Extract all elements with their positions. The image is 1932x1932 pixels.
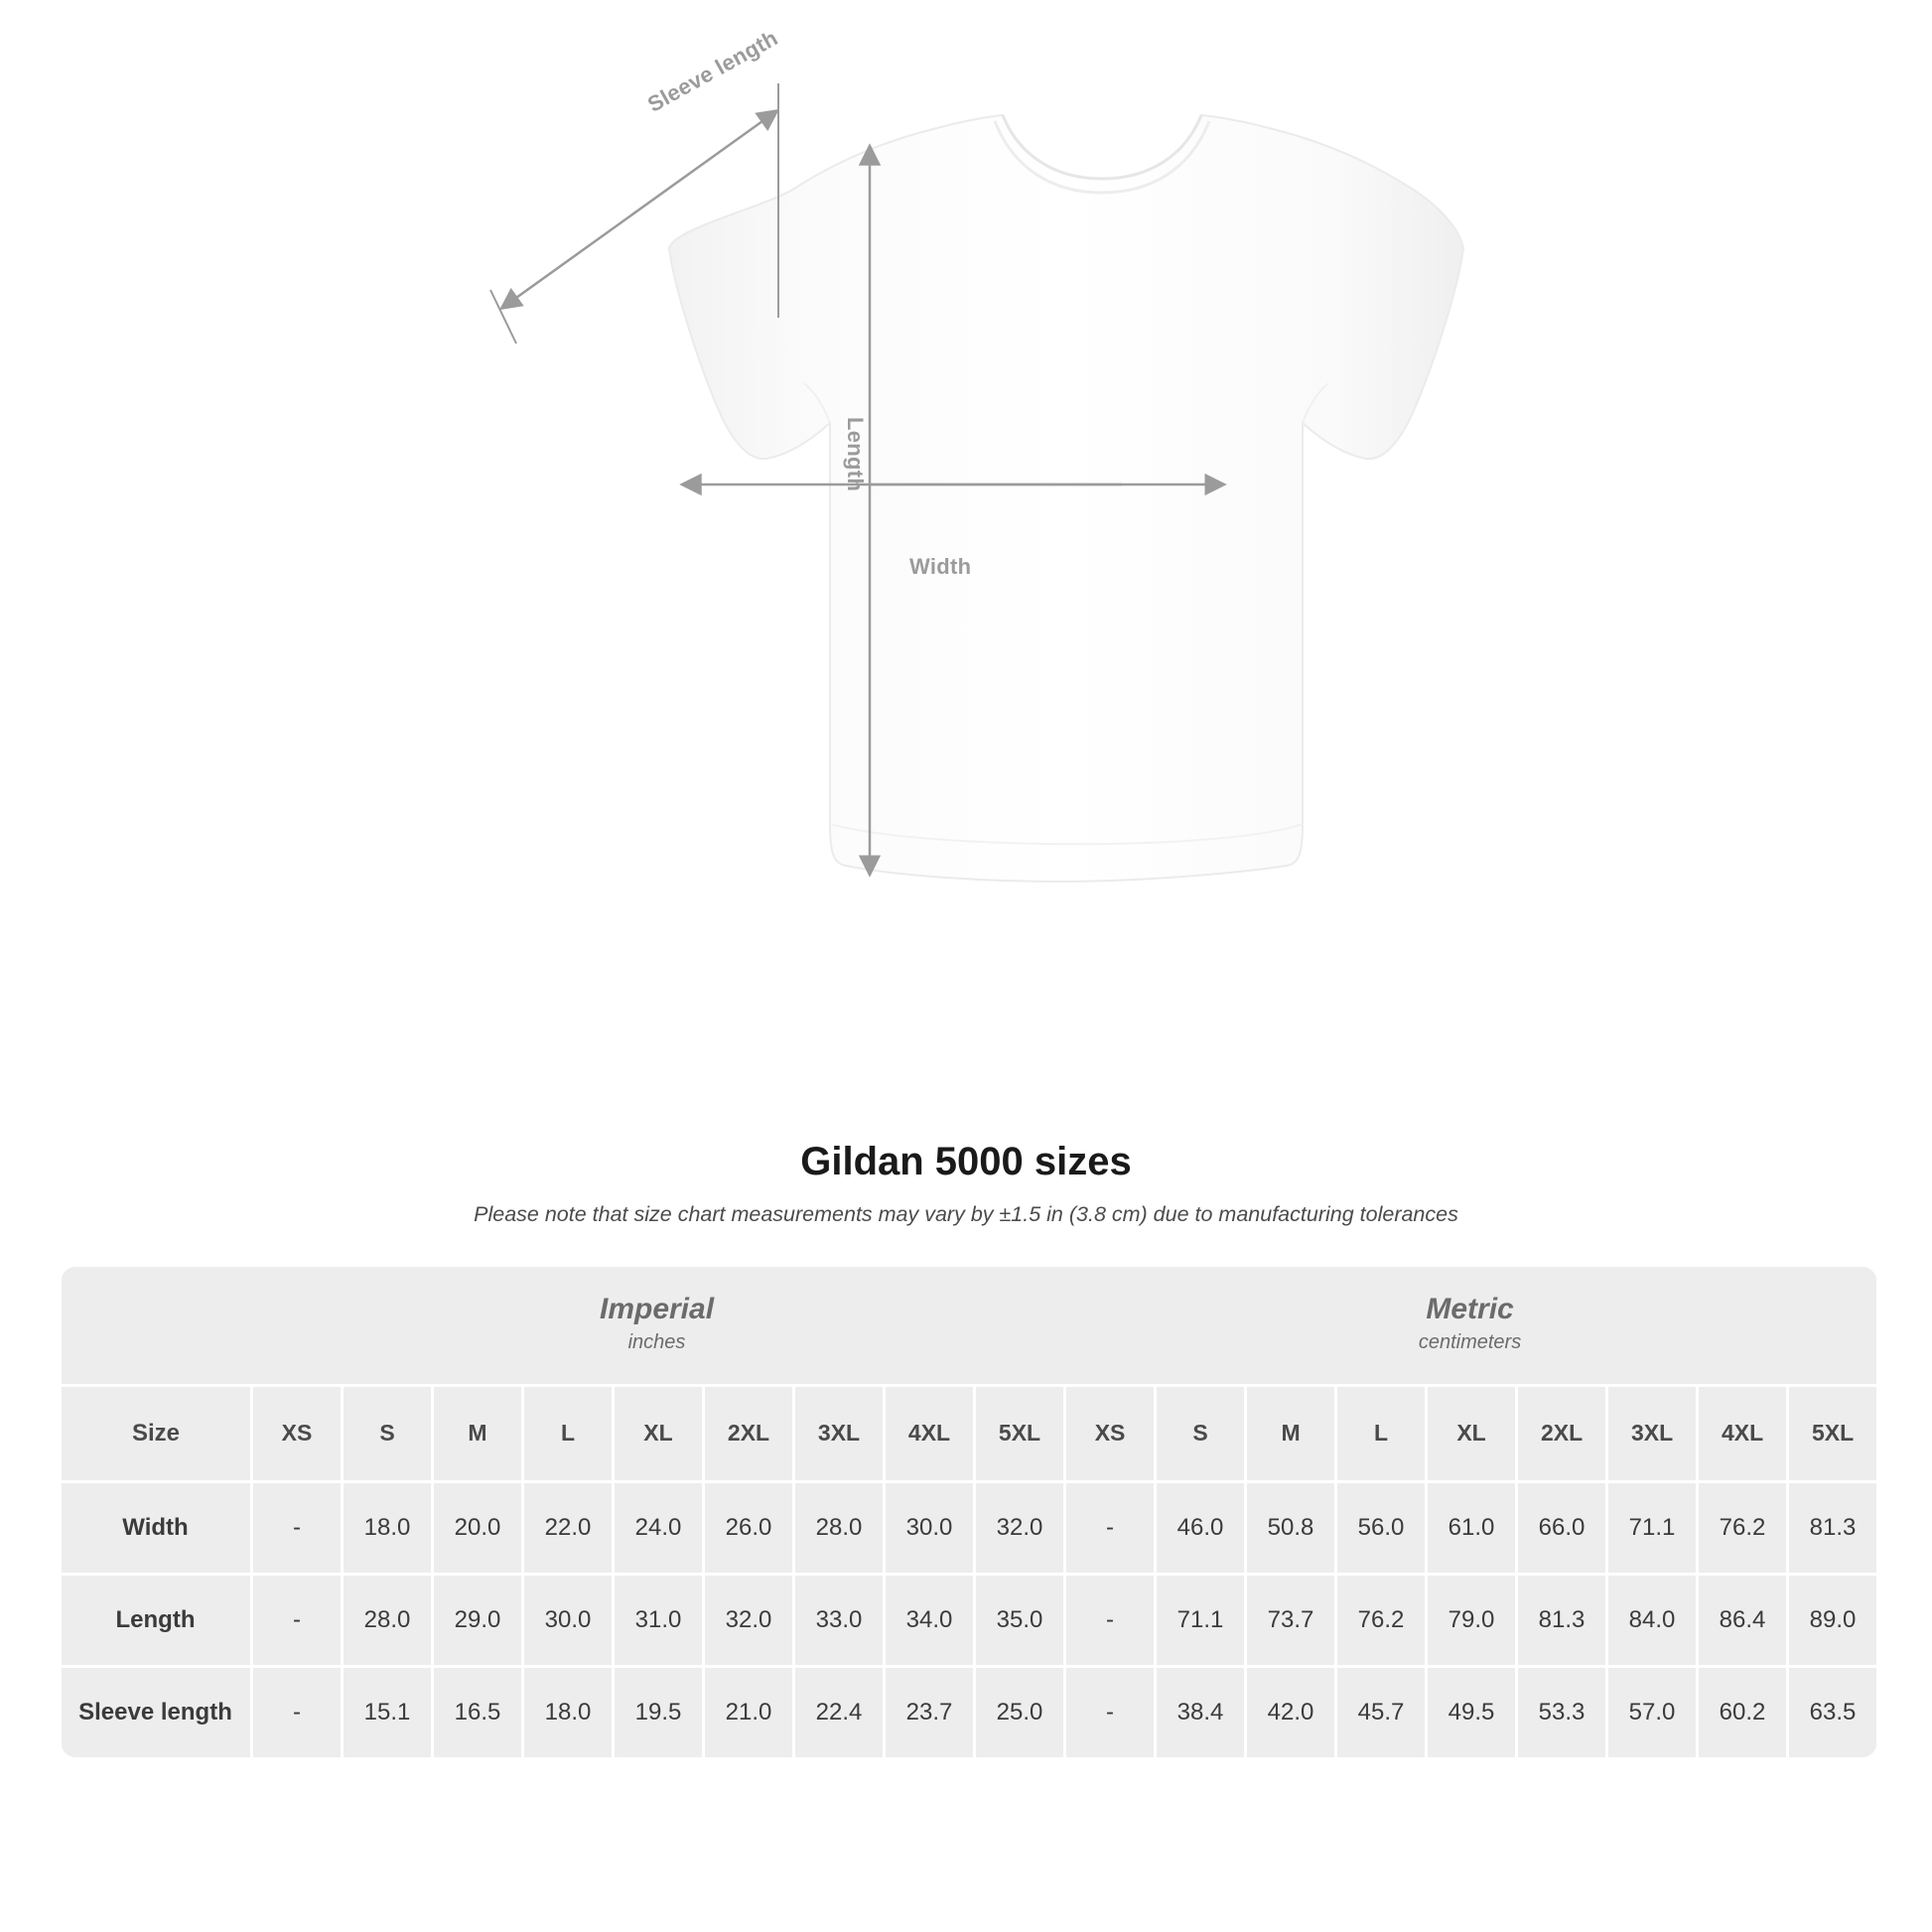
- sleeve-length-label: Sleeve length: [643, 25, 782, 117]
- cell-width-metric-m: 50.8: [1244, 1480, 1334, 1573]
- cell-sleeve-imperial-4xl: 23.7: [883, 1665, 973, 1757]
- header-metric-s: S: [1154, 1384, 1244, 1480]
- cell-width-metric-2xl: 66.0: [1515, 1480, 1605, 1573]
- width-label: Width: [909, 554, 972, 579]
- cell-length-metric-s: 71.1: [1154, 1573, 1244, 1665]
- cell-sleeve-metric-m: 42.0: [1244, 1665, 1334, 1757]
- cell-sleeve-metric-5xl: 63.5: [1786, 1665, 1876, 1757]
- cell-width-imperial-xl: 24.0: [612, 1480, 702, 1573]
- header-metric-xs: XS: [1063, 1384, 1154, 1480]
- length-label: Length: [843, 417, 868, 492]
- cell-width-imperial-5xl: 32.0: [973, 1480, 1063, 1573]
- cell-sleeve-metric-l: 45.7: [1334, 1665, 1425, 1757]
- header-metric-2xl: 2XL: [1515, 1384, 1605, 1480]
- header-metric-5xl: 5XL: [1786, 1384, 1876, 1480]
- cell-width-imperial-s: 18.0: [341, 1480, 431, 1573]
- size-chart-table: [62, 1267, 1876, 1757]
- cell-width-metric-4xl: 76.2: [1696, 1480, 1786, 1573]
- cell-sleeve-metric-3xl: 57.0: [1605, 1665, 1696, 1757]
- cell-length-imperial-l: 30.0: [521, 1573, 612, 1665]
- cell-length-imperial-xs: -: [250, 1573, 341, 1665]
- cell-length-metric-2xl: 81.3: [1515, 1573, 1605, 1665]
- cell-sleeve-imperial-m: 16.5: [431, 1665, 521, 1757]
- header-imperial-s: S: [341, 1384, 431, 1480]
- header-metric-m: M: [1244, 1384, 1334, 1480]
- cell-sleeve-imperial-3xl: 22.4: [792, 1665, 883, 1757]
- cell-sleeve-imperial-xs: -: [250, 1665, 341, 1757]
- cell-sleeve-imperial-2xl: 21.0: [702, 1665, 792, 1757]
- size-header: Size: [62, 1384, 250, 1480]
- header-imperial-2xl: 2XL: [702, 1384, 792, 1480]
- cell-width-imperial-2xl: 26.0: [702, 1480, 792, 1573]
- header-imperial-m: M: [431, 1384, 521, 1480]
- header-imperial-5xl: 5XL: [973, 1384, 1063, 1480]
- metric-unit-cell: [1063, 1267, 1876, 1384]
- cell-sleeve-metric-xs: -: [1063, 1665, 1154, 1757]
- sleeve-tick-left: [490, 290, 516, 344]
- header-imperial-xl: XL: [612, 1384, 702, 1480]
- cell-length-metric-l: 76.2: [1334, 1573, 1425, 1665]
- cell-width-imperial-l: 22.0: [521, 1480, 612, 1573]
- header-imperial-l: L: [521, 1384, 612, 1480]
- table-row: [62, 1573, 1876, 1665]
- cell-width-imperial-3xl: 28.0: [792, 1480, 883, 1573]
- imperial-unit-cell: [250, 1267, 1063, 1384]
- imperial-subtitle: inches: [627, 1330, 686, 1353]
- row-label-sleeve-length: Sleeve length: [62, 1665, 250, 1757]
- cell-width-imperial-xs: -: [250, 1480, 341, 1573]
- table-row: [62, 1480, 1876, 1573]
- cell-width-metric-xs: -: [1063, 1480, 1154, 1573]
- page-title: Gildan 5000 sizes: [800, 1140, 1132, 1183]
- row-label-length: Length: [62, 1573, 250, 1665]
- tolerance-note: Please note that size chart measurements may vary by ±1.5 in (3.8 cm) due to manufacturing tolerances: [474, 1202, 1458, 1226]
- title-block: [0, 1140, 1932, 1227]
- cell-length-imperial-3xl: 33.0: [792, 1573, 883, 1665]
- cell-length-metric-m: 73.7: [1244, 1573, 1334, 1665]
- cell-width-imperial-m: 20.0: [431, 1480, 521, 1573]
- cell-width-metric-s: 46.0: [1154, 1480, 1244, 1573]
- cell-sleeve-metric-2xl: 53.3: [1515, 1665, 1605, 1757]
- cell-width-metric-l: 56.0: [1334, 1480, 1425, 1573]
- cell-sleeve-imperial-s: 15.1: [341, 1665, 431, 1757]
- header-imperial-4xl: 4XL: [883, 1384, 973, 1480]
- cell-length-imperial-4xl: 34.0: [883, 1573, 973, 1665]
- cell-width-metric-3xl: 71.1: [1605, 1480, 1696, 1573]
- cell-sleeve-imperial-l: 18.0: [521, 1665, 612, 1757]
- header-metric-xl: XL: [1425, 1384, 1515, 1480]
- header-imperial-xs: XS: [250, 1384, 341, 1480]
- cell-sleeve-imperial-5xl: 25.0: [973, 1665, 1063, 1757]
- metric-title: Metric: [1426, 1293, 1514, 1325]
- units-row: [62, 1267, 1876, 1384]
- row-label-width: Width: [62, 1480, 250, 1573]
- units-spacer: [62, 1267, 250, 1384]
- cell-length-metric-4xl: 86.4: [1696, 1573, 1786, 1665]
- cell-sleeve-metric-4xl: 60.2: [1696, 1665, 1786, 1757]
- cell-length-metric-xl: 79.0: [1425, 1573, 1515, 1665]
- cell-length-imperial-xl: 31.0: [612, 1573, 702, 1665]
- imperial-title: Imperial: [599, 1293, 715, 1325]
- table-row: [62, 1665, 1876, 1757]
- cell-length-metric-5xl: 89.0: [1786, 1573, 1876, 1665]
- header-imperial-3xl: 3XL: [792, 1384, 883, 1480]
- table-header-row: [62, 1384, 1876, 1480]
- cell-sleeve-metric-s: 38.4: [1154, 1665, 1244, 1757]
- cell-width-imperial-4xl: 30.0: [883, 1480, 973, 1573]
- header-metric-l: L: [1334, 1384, 1425, 1480]
- cell-sleeve-metric-xl: 49.5: [1425, 1665, 1515, 1757]
- cell-length-imperial-2xl: 32.0: [702, 1573, 792, 1665]
- cell-width-metric-xl: 61.0: [1425, 1480, 1515, 1573]
- cell-width-metric-5xl: 81.3: [1786, 1480, 1876, 1573]
- cell-length-metric-xs: -: [1063, 1573, 1154, 1665]
- size-table-area: [62, 1267, 1870, 1757]
- header-metric-3xl: 3XL: [1605, 1384, 1696, 1480]
- cell-sleeve-imperial-xl: 19.5: [612, 1665, 702, 1757]
- header-metric-4xl: 4XL: [1696, 1384, 1786, 1480]
- cell-length-imperial-5xl: 35.0: [973, 1573, 1063, 1665]
- cell-length-metric-3xl: 84.0: [1605, 1573, 1696, 1665]
- cell-length-imperial-s: 28.0: [341, 1573, 431, 1665]
- cell-length-imperial-m: 29.0: [431, 1573, 521, 1665]
- metric-subtitle: centimeters: [1418, 1330, 1522, 1353]
